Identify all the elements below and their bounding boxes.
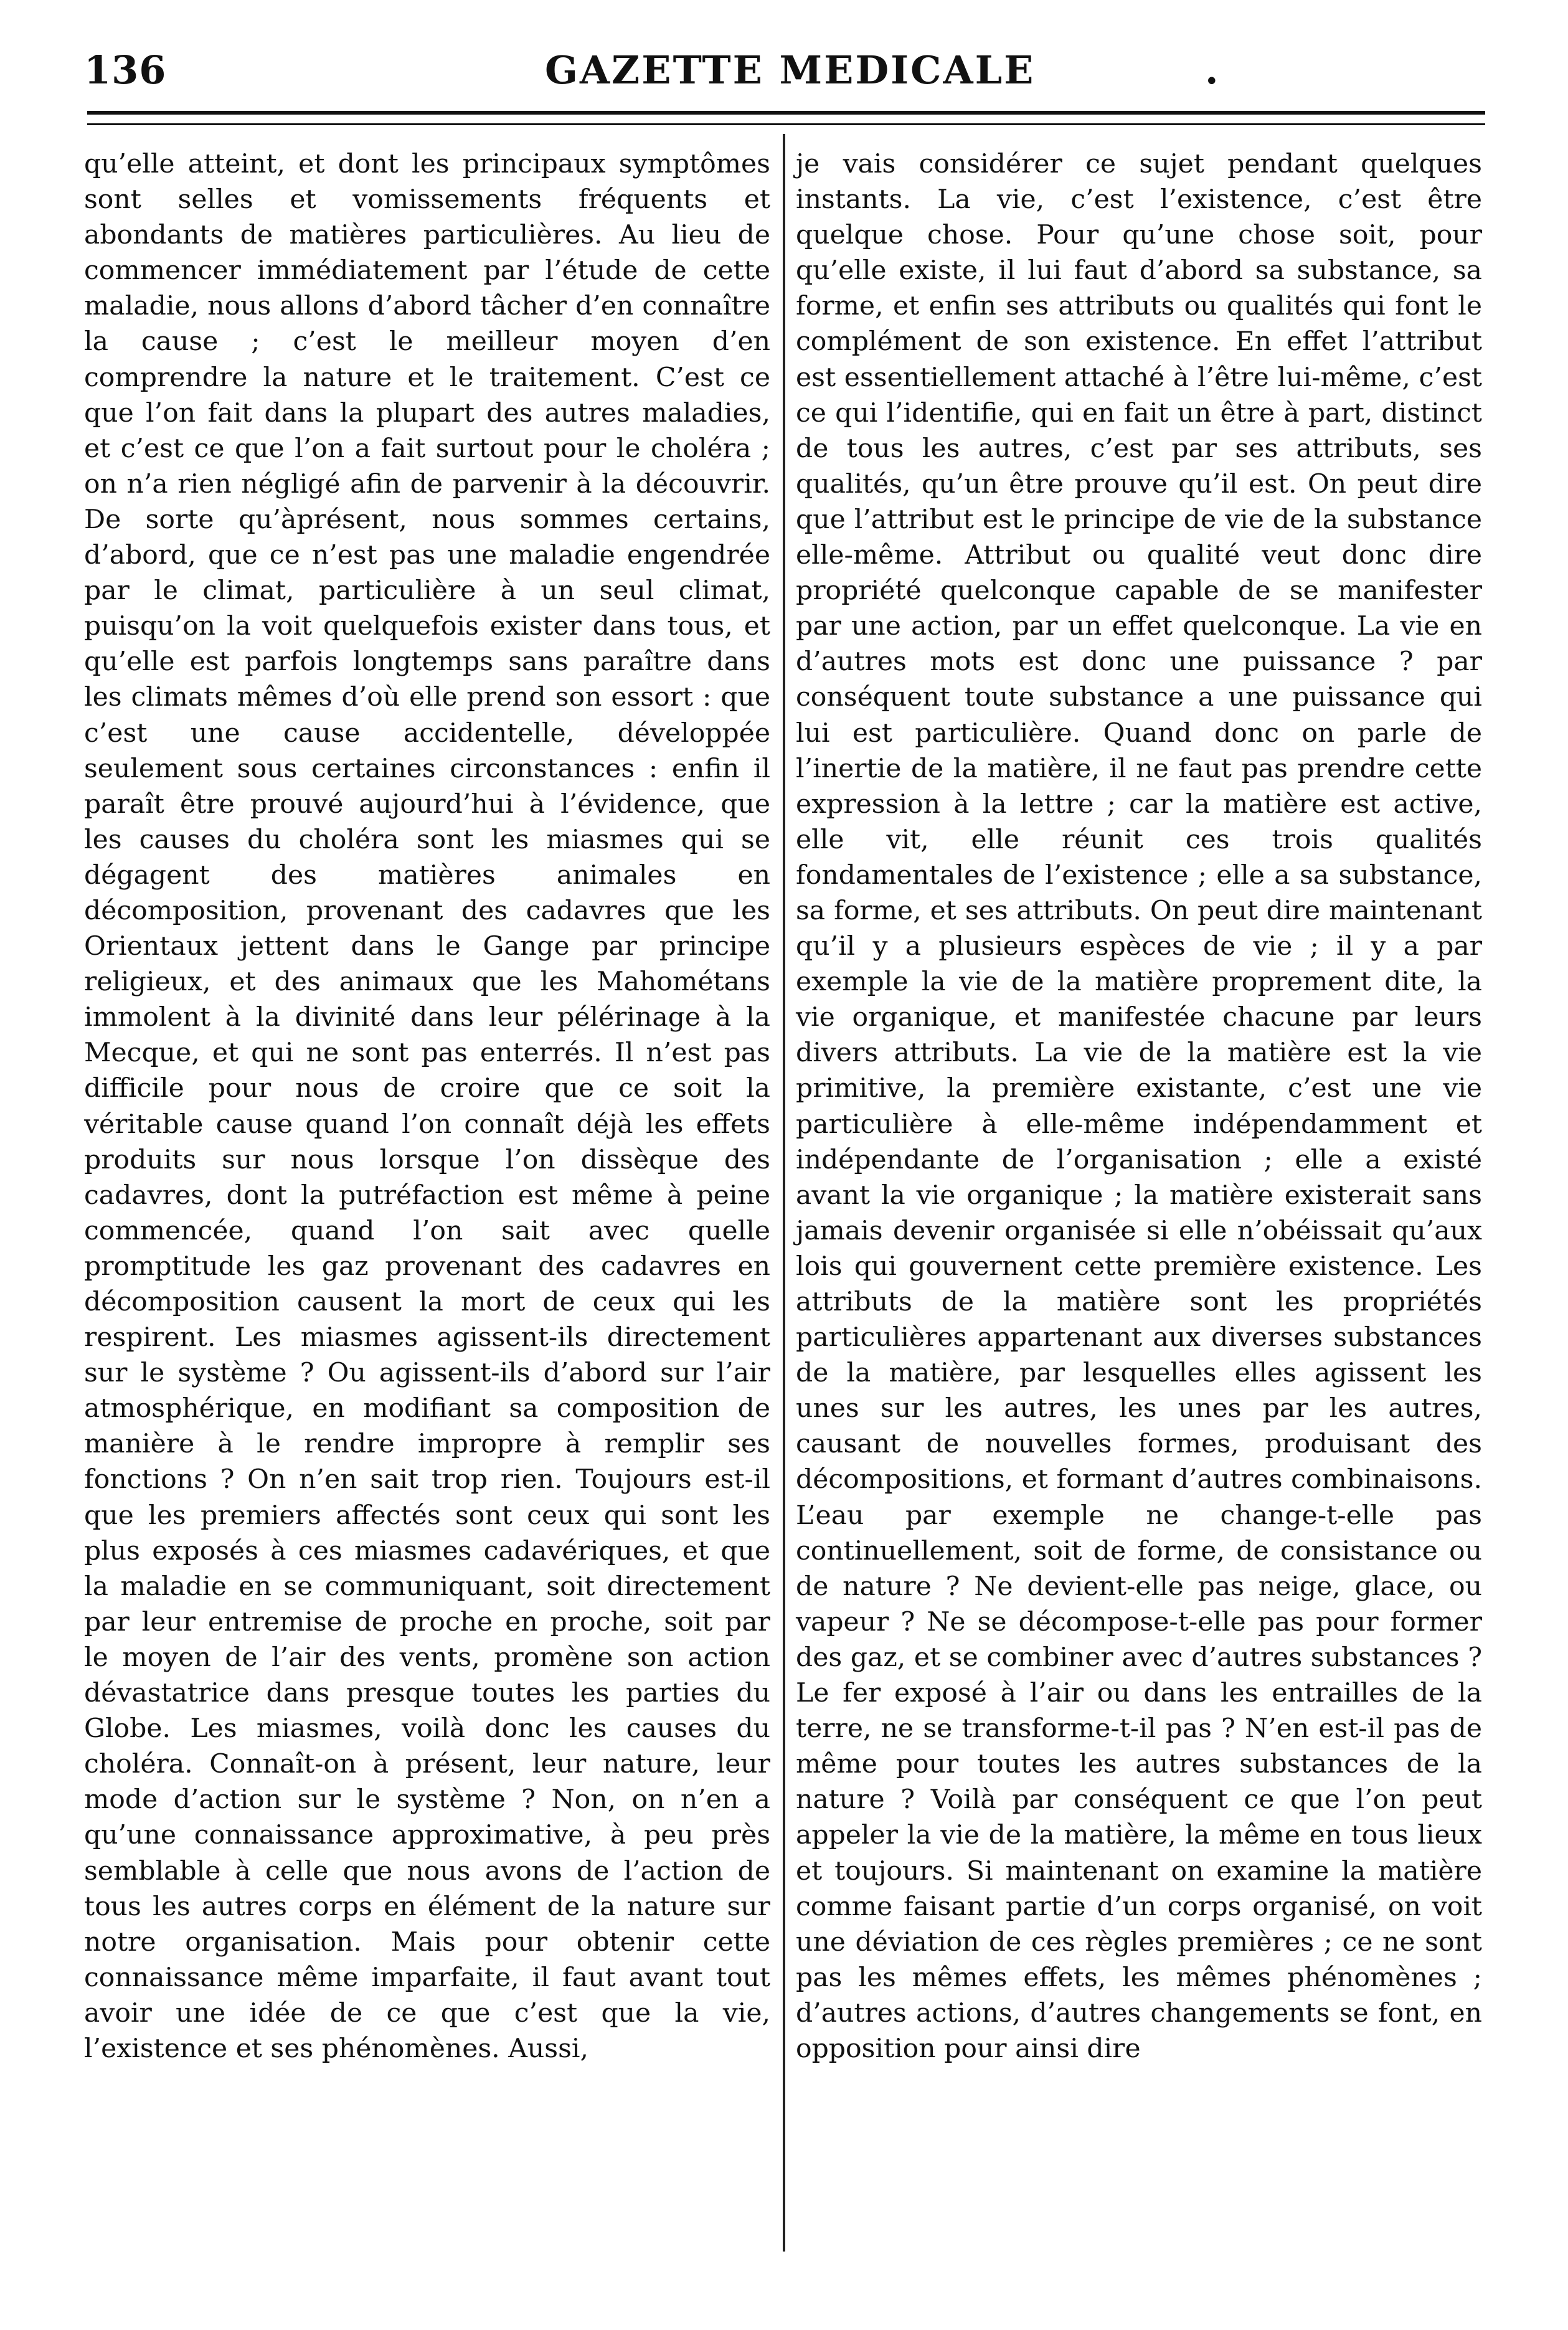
journal-title: GAZETTE MEDICALE — [545, 47, 1036, 93]
column-divider — [783, 134, 785, 2252]
right-column-text: je vais considérer ce sujet pendant quelques instants. La vie, c’est l’existence, c’est être quelque chose. Pour qu’une chose soit, pour qu’elle existe, il lui faut d’abord sa substance, sa forme, et enfin ses attributs ou qualités qui font le complément de son existence. En effet l’attribut est essentiellement attaché à l’être lui-même, c’est ce qui l’identifie, qui en fait un être à part, distinct de tous les autres, c’est par ses attributs, ses qualités, qu’un être prouve qu’il est. On peut dire que l’attribut est le principe de vie de la substance elle-même. Attribut ou qualité veut donc dire propriété quelconque capable de se manifester par une action, par un effet quelconque. La vie en d’autres mots est donc une puissance ? par conséquent toute substance a une puissance qui lui est particulière. Quand donc on parle de l’inertie de la matière, il ne faut pas prendre cette expression à la lettre ; car la matière est active, elle vit, elle réunit ces trois qualités fondamentales de l’existence ; elle a sa substance, sa forme, et ses attributs. On peut dire maintenant qu’il y a plusieurs espèces de vie ; il y a par exemple la vie de la matière proprement dite, la vie organique, et manifestée chacune par leurs divers attributs. La vie de la matière est la vie primitive, la première existante, c’est une vie particulière à elle-même indépendamment et indépendante de l’organisation ; elle a existé avant la vie organique ; la matière existerait sans jamais devenir organisée si elle n’obéissait qu’aux lois qui gouvernent cette première existence. Les attributs de la matière sont les propriétés particulières appartenant aux diverses substances de la matière, par lesquelles elles agissent les unes sur les autres, les unes par les autres, causant de nouvelles formes, produisant des décompositions, et formant d’autres combinaisons. L’eau par exemple ne change-t-elle pas continuellement, soit de forme, de consistance ou de nature ? Ne devient-elle pas neige, glace, ou vapeur ? Ne se décompose-t-elle pas pour former des gaz, et se combiner avec d’autres substances ? Le fer exposé à l’air ou dans les entrailles de la terre, ne se transforme-t-il pas ? N’en est-il pas de même pour toutes les autres substances de la nature ? Voilà par conséquent ce que l’on peut appeler la vie de la matière, la même en tous lieux et toujours. Si maintenant on examine la matière comme faisant partie d’un corps organisé, on voit une déviation de ces règles premières ; ce ne sont pas les mêmes effets, les mêmes phénomènes ; d’autres actions, d’autres changements se font, en opposition pour ainsi dire — [796, 149, 1482, 2064]
page-header — [84, 36, 1485, 111]
left-column-text: qu’elle atteint, et dont les principaux symptômes sont selles et vomissements fréquents et abondants de matières particulières. Au lieu de commencer immédiatement par l’étude de cette maladie, nous allons d’abord tâcher d’en connaître la cause ; c’est le meilleur moyen d’en comprendre la nature et le traitement. C’est ce que l’on fait dans la plupart des autres maladies, et c’est ce que l’on a fait surtout pour le choléra ; on n’a rien négligé afin de parvenir à la découvrir. De sorte qu’àprésent, nous sommes certains, d’abord, que ce n’est pas une maladie engendrée par le climat, particulière à un seul climat, puisqu’on la voit quelquefois exister dans tous, et qu’elle est parfois longtemps sans paraître dans les climats mêmes d’où elle prend son essort : que c’est une cause accidentelle, développée seulement sous certaines circonstances : enfin il paraît être prouvé aujourd’hui à l’évidence, que les causes du choléra sont les miasmes qui se dégagent des matières animales en décomposition, provenant des cadavres que les Orientaux jettent dans le Gange par principe religieux, et des animaux que les Mahométans immolent à la divinité dans leur pélérinage à la Mecque, et qui ne sont pas enterrés. Il n’est pas difficile pour nous de croire que ce soit la véritable cause quand l’on connaît déjà les effets produits sur nous lorsque l’on dissèque des cadavres, dont la putréfaction est même à peine commencée, quand l’on sait avec quelle promptitude les gaz provenant des cadavres en décomposition causent la mort de ceux qui les respirent. Les miasmes agissent-ils directement sur le système ? Ou agissent-ils d’abord sur l’air atmosphérique, en modifiant sa composition de manière à le rendre impropre à remplir ses fonctions ? On n’en sait trop rien. Toujours est-il que les premiers affectés sont ceux qui sont les plus exposés à ces miasmes cadavériques, et que la maladie en se communiquant, soit directement par leur entremise de proche en proche, soit par le moyen de l’air des vents, promène son action dévastatrice dans presque toutes les parties du Globe. Les miasmes, voilà donc les causes du choléra. Connaît-on à présent, leur nature, leur mode d’action sur le système ? Non, on n’en a qu’une connaissance approximative, à peu près semblable à celle que nous avons de l’action de tous les autres corps en élément de la nature sur notre organisation. Mais pour obtenir cette connaissance même imparfaite, il faut avant tout avoir une idée de ce que c’est que la vie, l’existence et ses phénomènes. Aussi, — [84, 149, 770, 2064]
page-number: 136 — [84, 47, 167, 93]
header-ornament: . — [1205, 47, 1219, 93]
header-rule-thin — [87, 123, 1485, 125]
header-rule-thick — [87, 111, 1485, 115]
